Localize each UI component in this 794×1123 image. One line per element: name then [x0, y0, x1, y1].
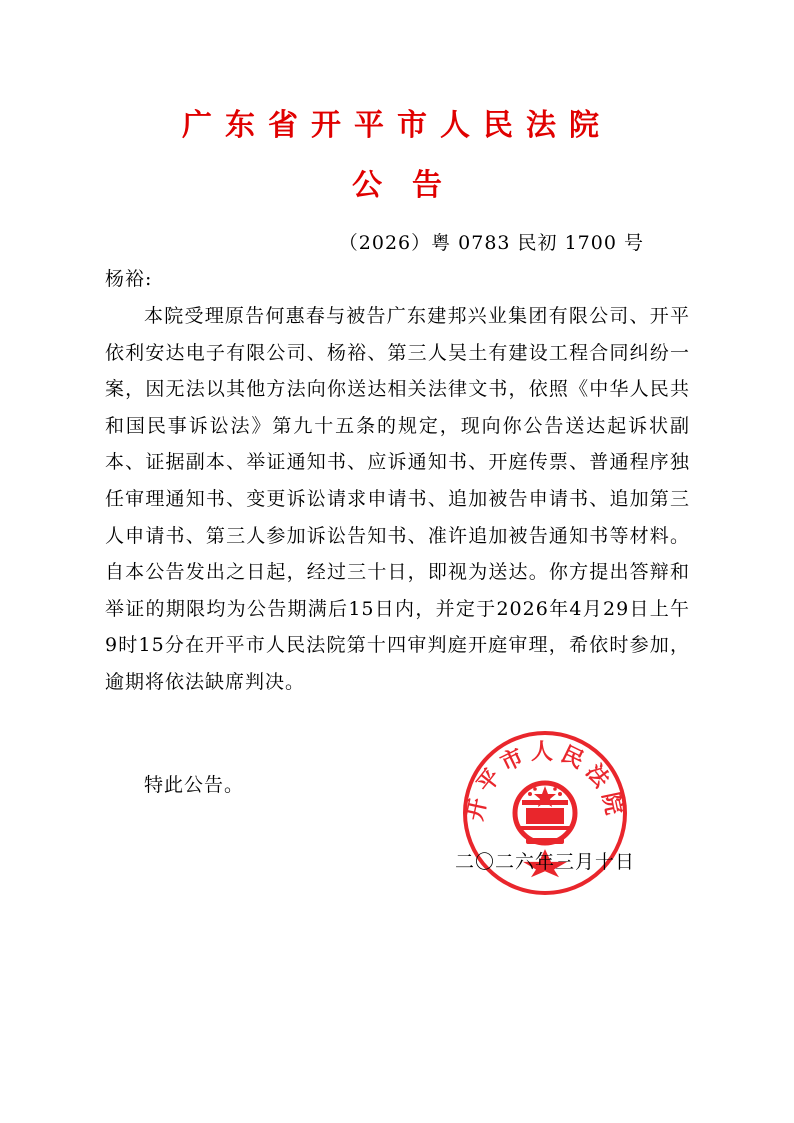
svg-text:开平市人民法院: 开平市人民法院 — [461, 738, 629, 823]
document-type-title: 公告 — [352, 168, 472, 203]
addressee: 杨裕: — [105, 268, 153, 290]
closing-remark: 特此公告。 — [144, 774, 245, 796]
court-name-title: 广东省开平市人民法院 — [182, 108, 612, 143]
announcement-body: 本院受理原告何惠春与被告广东建邦兴业集团有限公司、开平依利安达电子有限公司、杨裕、第三人吴土有建设工程合同纠纷一案，因无法以其他方法向你送达相关法律文书，依照《中华人民共和国民事诉讼法》第九十五条的规定，现向你公告送达起诉状副本、证据副本、举证通知书、应诉通知书、开庭传票、普通程序独任审理通知书、变更诉讼请求申请书、追加被告申请书、追加第三人申请书、第三人参加诉讼告知书、准许追加被告通知书等材料。自本公告发出之日起，经过三十日，即视为送达。你方提出答辩和举证的期限均为公告期满后15日内，并定于2026年4月29日上午9时15分在开平市人民法院第十四审判庭开庭审理，希依时参加，逾期将依法缺席判决。 — [105, 305, 690, 693]
case-number: （2026）粤 0783 民初 1700 号 — [338, 232, 644, 254]
issue-date: 二〇二六年三月十日 — [455, 851, 636, 873]
